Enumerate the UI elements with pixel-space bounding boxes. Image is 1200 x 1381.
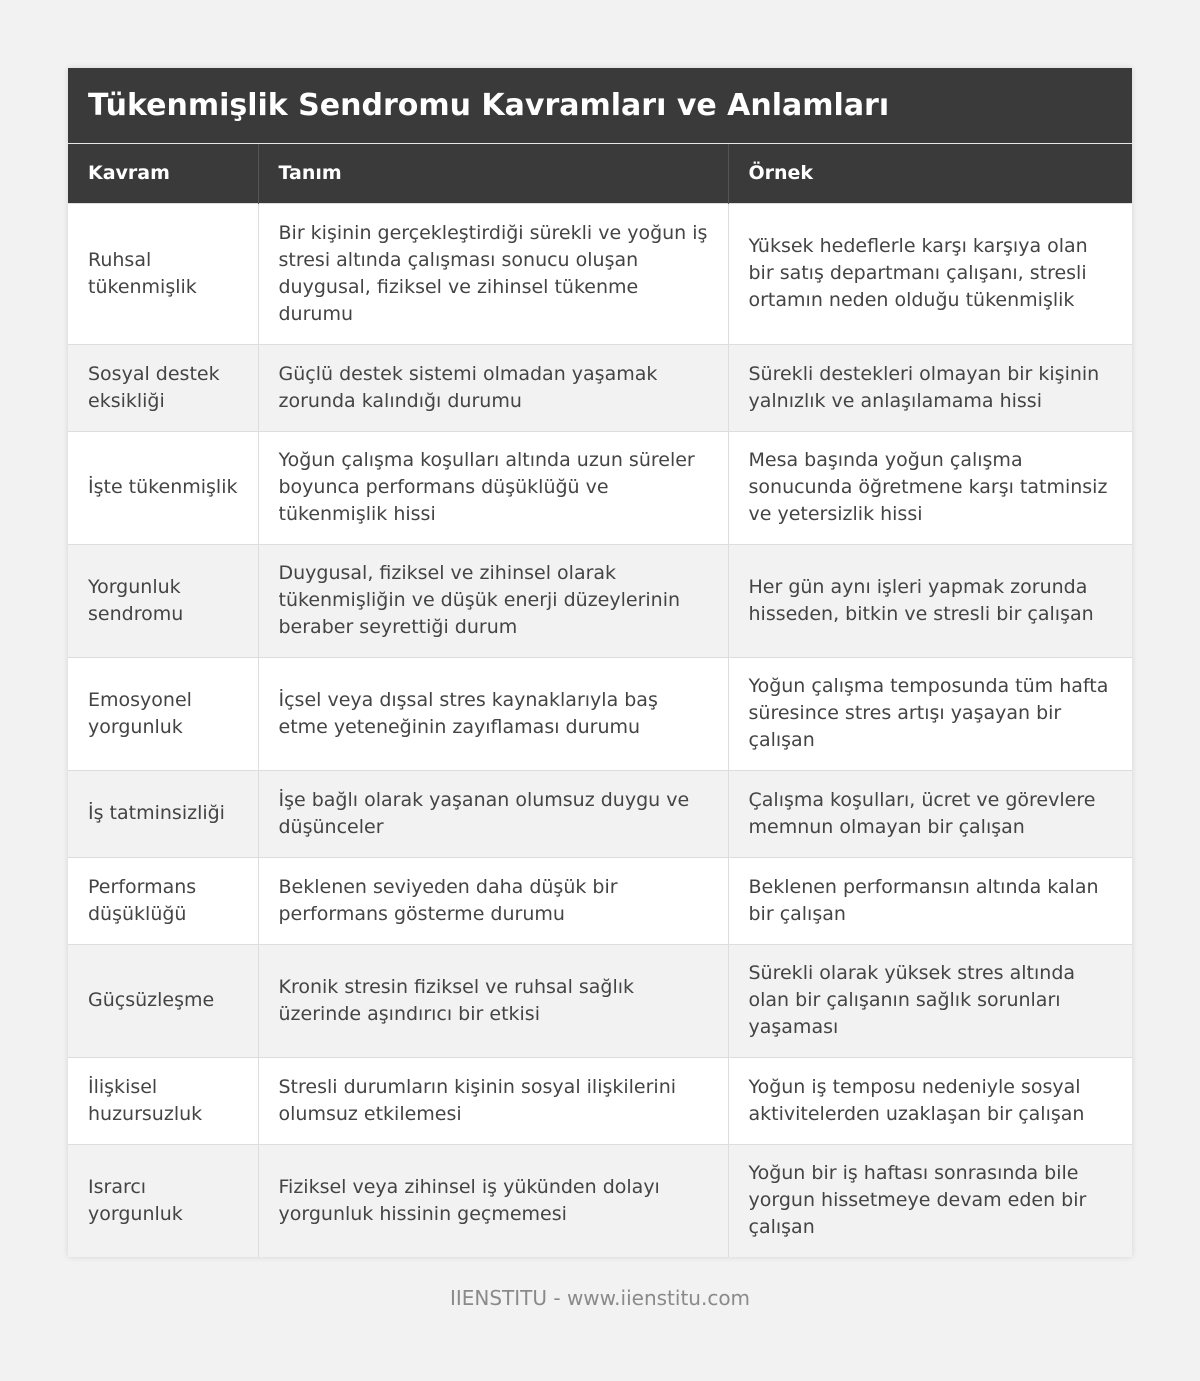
cell-tanim: Bir kişinin gerçekleştirdiği sürekli ve yoğun iş stresi altında çalışması sonucu oluşan duygusal, fiziksel ve zihinsel tükenme durumu — [258, 203, 728, 344]
table-row — [68, 944, 1132, 1057]
cell-kavram: Sosyal destek eksikliği — [68, 344, 258, 431]
cell-tanim: İşe bağlı olarak yaşanan olumsuz duygu ve düşünceler — [258, 770, 728, 857]
cell-kavram: İş tatminsizliği — [68, 770, 258, 857]
cell-tanim: Kronik stresin fiziksel ve ruhsal sağlık üzerinde aşındırıcı bir etkisi — [258, 944, 728, 1057]
cell-kavram: İlişkisel huzursuzluk — [68, 1057, 258, 1144]
cell-tanim: Stresli durumların kişinin sosyal ilişkilerini olumsuz etkilemesi — [258, 1057, 728, 1144]
cell-ornek: Beklenen performansın altında kalan bir çalışan — [728, 857, 1132, 944]
cell-ornek: Her gün aynı işleri yapmak zorunda hisseden, bitkin ve stresli bir çalışan — [728, 544, 1132, 657]
table-row — [68, 1057, 1132, 1144]
table-row — [68, 344, 1132, 431]
table-row — [68, 857, 1132, 944]
table-row — [68, 657, 1132, 770]
concepts-table — [68, 144, 1132, 1257]
cell-tanim: Fiziksel veya zihinsel iş yükünden dolayı yorgunluk hissinin geçmemesi — [258, 1144, 728, 1257]
cell-ornek: Çalışma koşulları, ücret ve görevlere memnun olmayan bir çalışan — [728, 770, 1132, 857]
cell-ornek: Yoğun çalışma temposunda tüm hafta süresince stres artışı yaşayan bir çalışan — [728, 657, 1132, 770]
cell-ornek: Mesa başında yoğun çalışma sonucunda öğretmene karşı tatminsiz ve yetersizlik hissi — [728, 431, 1132, 544]
table-row — [68, 431, 1132, 544]
cell-kavram: Performans düşüklüğü — [68, 857, 258, 944]
cell-ornek: Yoğun iş temposu nedeniyle sosyal aktivitelerden uzaklaşan bir çalışan — [728, 1057, 1132, 1144]
table-row — [68, 544, 1132, 657]
cell-kavram: Israrcı yorgunluk — [68, 1144, 258, 1257]
cell-kavram: İşte tükenmişlik — [68, 431, 258, 544]
cell-tanim: Beklenen seviyeden daha düşük bir performans gösterme durumu — [258, 857, 728, 944]
cell-tanim: Güçlü destek sistemi olmadan yaşamak zorunda kalındığı durumu — [258, 344, 728, 431]
header-row — [68, 144, 1132, 203]
column-header-kavram: Kavram — [68, 144, 258, 203]
table-row — [68, 203, 1132, 344]
cell-ornek: Sürekli olarak yüksek stres altında olan bir çalışanın sağlık sorunları yaşaması — [728, 944, 1132, 1057]
cell-tanim: Duygusal, fiziksel ve zihinsel olarak tükenmişliğin ve düşük enerji düzeylerinin beraber seyrettiği durum — [258, 544, 728, 657]
cell-kavram: Yorgunluk sendromu — [68, 544, 258, 657]
cell-kavram: Ruhsal tükenmişlik — [68, 203, 258, 344]
cell-ornek: Sürekli destekleri olmayan bir kişinin yalnızlık ve anlaşılamama hissi — [728, 344, 1132, 431]
column-header-tanim: Tanım — [258, 144, 728, 203]
cell-kavram: Emosyonel yorgunluk — [68, 657, 258, 770]
table-card — [68, 68, 1132, 1257]
cell-tanim: İçsel veya dışsal stres kaynaklarıyla baş etme yeteneğinin zayıflaması durumu — [258, 657, 728, 770]
column-header-ornek: Örnek — [728, 144, 1132, 203]
footer-credit: IIENSTITU - www.iienstitu.com — [449, 1286, 751, 1310]
page-title: Tükenmişlik Sendromu Kavramları ve Anlamları — [88, 88, 890, 123]
table-row — [68, 1144, 1132, 1257]
title-bar — [68, 68, 1132, 144]
cell-ornek: Yüksek hedeflerle karşı karşıya olan bir satış departmanı çalışanı, stresli ortamın neden olduğu tükenmişlik — [728, 203, 1132, 344]
cell-kavram: Güçsüzleşme — [68, 944, 258, 1057]
cell-ornek: Yoğun bir iş haftası sonrasında bile yorgun hissetmeye devam eden bir çalışan — [728, 1144, 1132, 1257]
cell-tanim: Yoğun çalışma koşulları altında uzun süreler boyunca performans düşüklüğü ve tükenmişlik hissi — [258, 431, 728, 544]
table-row — [68, 770, 1132, 857]
